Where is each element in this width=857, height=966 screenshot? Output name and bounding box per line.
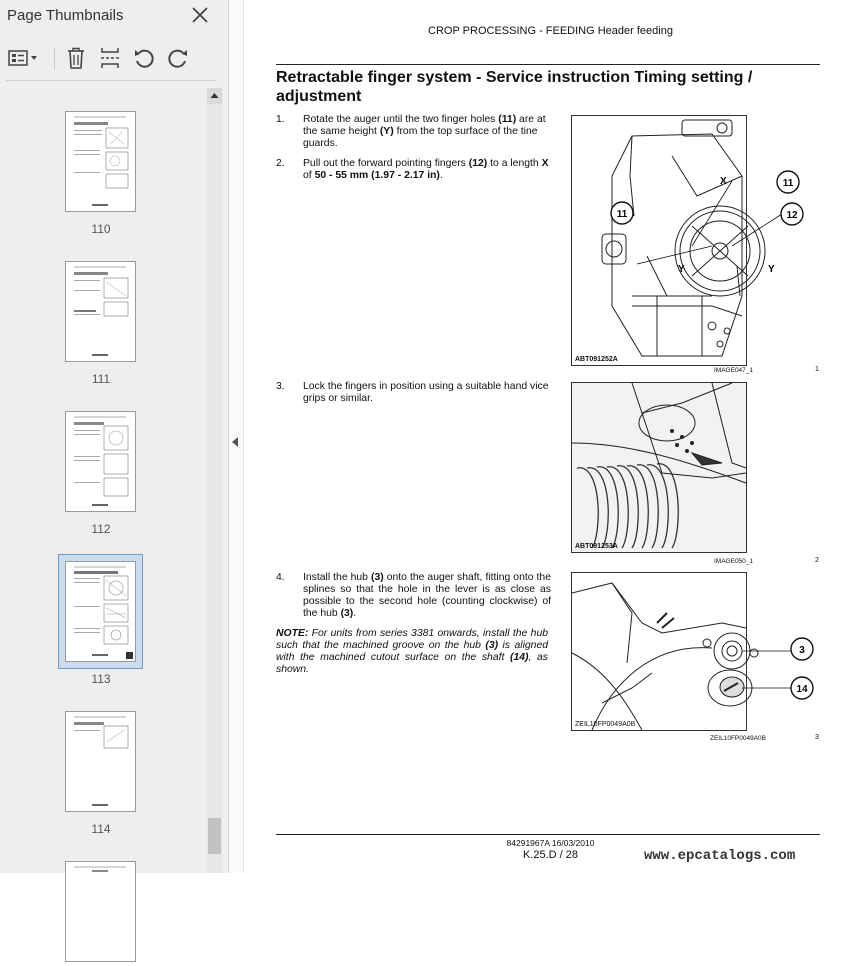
thumbnail-page-114[interactable] bbox=[65, 711, 136, 812]
footer-page-ref: K.25.D / 28 bbox=[522, 849, 579, 861]
thumbnail-label: 110 bbox=[91, 222, 111, 236]
thumbnail-options-icon[interactable] bbox=[6, 44, 40, 72]
dimension-label: Y bbox=[678, 264, 685, 275]
section-title: Retractable finger system - Service instruction Timing setting / adjustment bbox=[276, 69, 753, 105]
thumbnail-page-112[interactable] bbox=[65, 411, 136, 512]
watermark: www.epcatalogs.com bbox=[644, 848, 796, 864]
rotate-counterclockwise-icon[interactable] bbox=[130, 44, 158, 72]
thumbnail-label: 112 bbox=[91, 522, 111, 536]
scrollbar-thumb[interactable] bbox=[208, 818, 221, 854]
figure-code: ZEIL10FP0049A0B bbox=[575, 721, 636, 728]
callout-label: 11 bbox=[616, 209, 628, 220]
page-header: CROP PROCESSING - FEEDING Header feeding bbox=[428, 25, 673, 37]
step-1 bbox=[276, 114, 551, 150]
panel-title: Page Thumbnails bbox=[7, 7, 124, 24]
figure-2 bbox=[571, 382, 747, 553]
step-4 bbox=[276, 572, 551, 620]
step-text: Lock the fingers in position using a suitable hand vice grips or similar. bbox=[303, 381, 549, 404]
step-number: 3. bbox=[276, 381, 285, 392]
callout-label: 3 bbox=[799, 645, 805, 656]
collapse-arrow-icon[interactable] bbox=[232, 437, 238, 447]
callout-label: 12 bbox=[786, 210, 798, 221]
thumbnails-panel bbox=[0, 0, 229, 873]
note bbox=[276, 628, 548, 676]
scroll-up-arrow-icon[interactable] bbox=[207, 88, 222, 104]
header-rule bbox=[276, 64, 820, 65]
figure-caption: IMAGE047_1 bbox=[714, 367, 754, 374]
trash-icon[interactable] bbox=[62, 44, 90, 72]
close-icon[interactable] bbox=[188, 3, 212, 27]
step-text: Install the hub (3) onto the auger shaft, fitting onto the splines so that the hole in the lever is as close as possible to the second hole (counting clockwise) of the hub (3). bbox=[303, 572, 551, 619]
callout-label: 14 bbox=[796, 684, 808, 695]
thumbnails-toolbar bbox=[0, 42, 228, 76]
figure-number: 1 bbox=[815, 366, 819, 373]
thumbnail-page-113[interactable] bbox=[65, 561, 136, 662]
step-text: Rotate the auger until the two finger holes (11) are at the same height (Y) from the top surface of the tine guards. bbox=[303, 114, 546, 149]
figure-caption: IMAGE050_1 bbox=[714, 558, 754, 565]
panel-collapse-handle[interactable] bbox=[229, 0, 244, 873]
step-3 bbox=[276, 381, 551, 405]
rotate-clockwise-icon[interactable] bbox=[164, 44, 192, 72]
toolbar-divider bbox=[6, 80, 216, 81]
callout-label: 11 bbox=[782, 178, 794, 189]
dimension-label: Y bbox=[768, 264, 775, 275]
figure-2-drawing bbox=[572, 383, 746, 552]
note-label: NOTE: bbox=[276, 628, 309, 639]
figure-3-drawing bbox=[572, 573, 808, 730]
thumbnail-label: 113 bbox=[91, 672, 111, 686]
thumbnail-list bbox=[0, 88, 207, 873]
figure-3 bbox=[571, 572, 808, 731]
figure-1 bbox=[571, 115, 798, 366]
step-2 bbox=[276, 158, 551, 182]
thumbnail-scrollbar[interactable] bbox=[207, 88, 222, 873]
figure-caption: ZEIL10FP0049A0B bbox=[710, 735, 767, 742]
figure-code: ABT091253A bbox=[575, 543, 618, 550]
step-number: 4. bbox=[276, 572, 285, 583]
figure-1-drawing bbox=[572, 116, 798, 365]
document-page bbox=[244, 0, 857, 873]
thumbnail-page-110[interactable] bbox=[65, 111, 136, 212]
thumbnail-label: 114 bbox=[91, 822, 111, 836]
step-number: 1. bbox=[276, 114, 285, 125]
footer-doc-ref: 84291967A 16/03/2010 bbox=[506, 838, 595, 848]
dimension-label: X bbox=[720, 176, 727, 187]
thumbnail-page-111[interactable] bbox=[65, 261, 136, 362]
footer-rule bbox=[276, 834, 820, 835]
toolbar-separator bbox=[54, 48, 55, 70]
thumbnail-label: 111 bbox=[91, 372, 111, 386]
figure-number: 2 bbox=[815, 557, 819, 564]
note-text: For units from series 3381 onwards, install the hub such that the machined groove on the hub (3) is aligned with the machined cutout surface on the shaft (14), as shown. bbox=[276, 628, 549, 675]
insert-pages-icon[interactable] bbox=[96, 44, 124, 72]
step-number: 2. bbox=[276, 158, 285, 169]
figure-number: 3 bbox=[815, 734, 819, 741]
thumbnail-page-115[interactable] bbox=[65, 861, 136, 962]
figure-code: ABT091252A bbox=[575, 356, 618, 363]
step-text: Pull out the forward pointing fingers (12) to a length X of 50 - 55 mm (1.97 - 2.17 in). bbox=[303, 158, 549, 181]
